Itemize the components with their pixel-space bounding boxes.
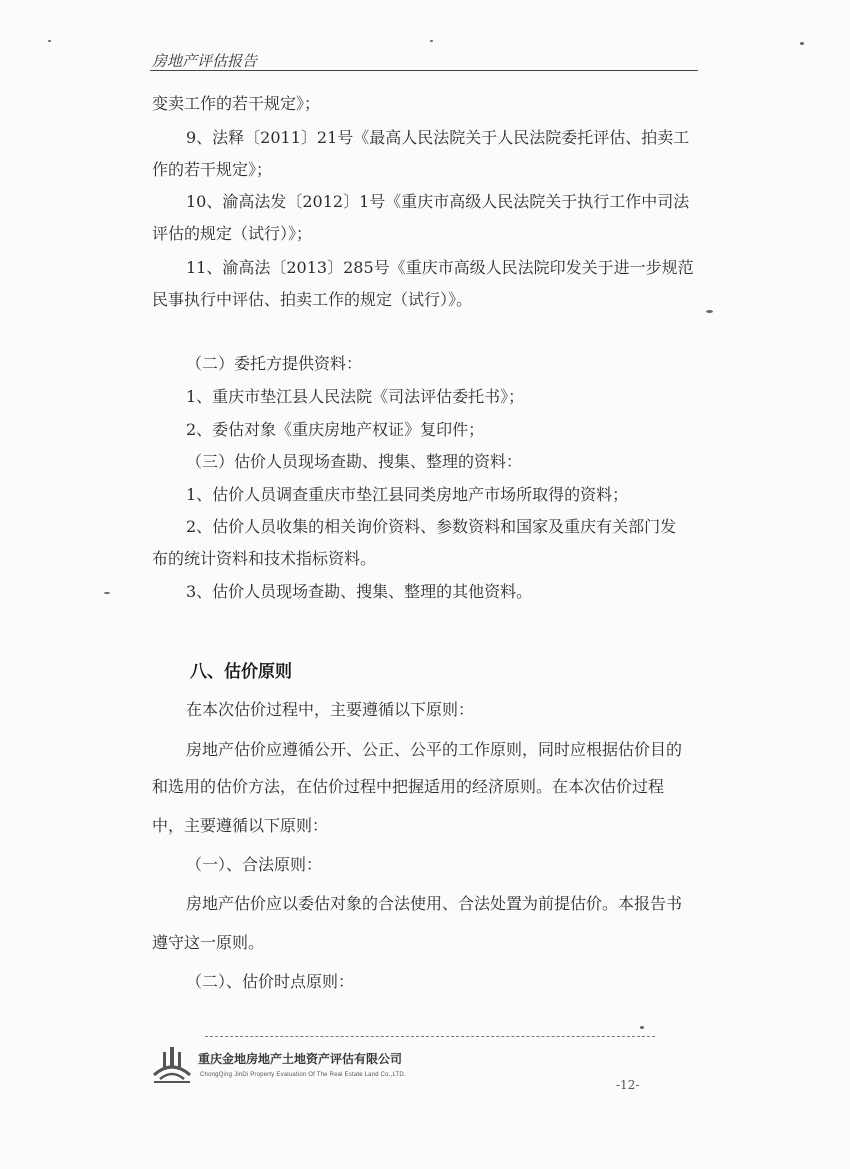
body-line: 11、渝高法〔2013〕285号《重庆市高级人民法院印发关于进一步规范 xyxy=(186,258,694,277)
body-line: 和选用的估价方法，在估价过程中把握适用的经济原则。在本次估价过程 xyxy=(152,777,665,796)
subsection-heading: （二）委托方提供资料： xyxy=(186,354,363,373)
body-line: 遵守这一原则。 xyxy=(152,933,265,952)
body-line: 评估的规定（试行）》； xyxy=(152,224,313,243)
body-line: 3、估价人员现场查勘、搜集、整理的其他资料。 xyxy=(186,582,533,601)
body-line: 2、委估对象《重庆房地产权证》复印件； xyxy=(186,420,485,439)
scan-speck xyxy=(430,40,433,42)
body-line: 中，主要遵循以下原则： xyxy=(152,816,329,835)
subsection-heading: （三）估价人员现场查勘、搜集、整理的资料： xyxy=(186,452,523,471)
company-name-cn: 重庆金地房地产土地资产评估有限公司 xyxy=(198,1052,403,1066)
body-line: 1、估价人员调查重庆市垫江县同类房地产市场所取得的资料； xyxy=(186,485,629,504)
header-divider xyxy=(150,70,698,71)
scan-speck xyxy=(706,310,713,313)
body-line: 1、重庆市垫江县人民法院《司法评估委托书》； xyxy=(186,387,525,406)
scan-speck xyxy=(800,42,804,45)
footer-divider xyxy=(205,1036,655,1037)
body-line: 作的若干规定》； xyxy=(152,160,273,179)
body-line: 民事执行中评估、拍卖工作的规定（试行）》。 xyxy=(152,290,473,309)
body-line: 房地产估价应遵循公开、公正、公平的工作原则，同时应根据估价目的 xyxy=(186,740,683,759)
body-line: 2、估价人员收集的相关询价资料、参数资料和国家及重庆有关部门发 xyxy=(186,517,677,536)
section-heading: 八、估价原则 xyxy=(190,662,292,682)
body-line: 9、法释〔2011〕21号《最高人民法院关于人民法院委托评估、拍卖工 xyxy=(186,128,690,147)
company-logo-icon xyxy=(150,1045,194,1085)
scan-speck xyxy=(104,592,110,594)
body-line: 在本次估价过程中，主要遵循以下原则： xyxy=(186,700,475,719)
page-number: -12- xyxy=(616,1078,640,1092)
body-line: 房地产估价应以委估对象的合法使用、合法处置为前提估价。本报告书 xyxy=(186,894,683,913)
body-line: 布的统计资料和技术指标资料。 xyxy=(152,549,377,568)
scan-speck xyxy=(48,40,51,42)
company-name-en: ChongQing JinDi Property Evaluation Of The Real Estate Land Co.,LTD. xyxy=(200,1072,406,1078)
body-line: 10、渝高法发〔2012〕1号《重庆市高级人民法院关于执行工作中司法 xyxy=(186,192,690,211)
report-header-title: 房地产评估报告 xyxy=(152,52,258,70)
body-line: 变卖工作的若干规定》； xyxy=(152,94,321,113)
subsection-heading: （一）、合法原则： xyxy=(186,855,323,874)
scan-speck xyxy=(640,1026,644,1029)
subsection-heading: （二）、估价时点原则： xyxy=(186,972,355,991)
